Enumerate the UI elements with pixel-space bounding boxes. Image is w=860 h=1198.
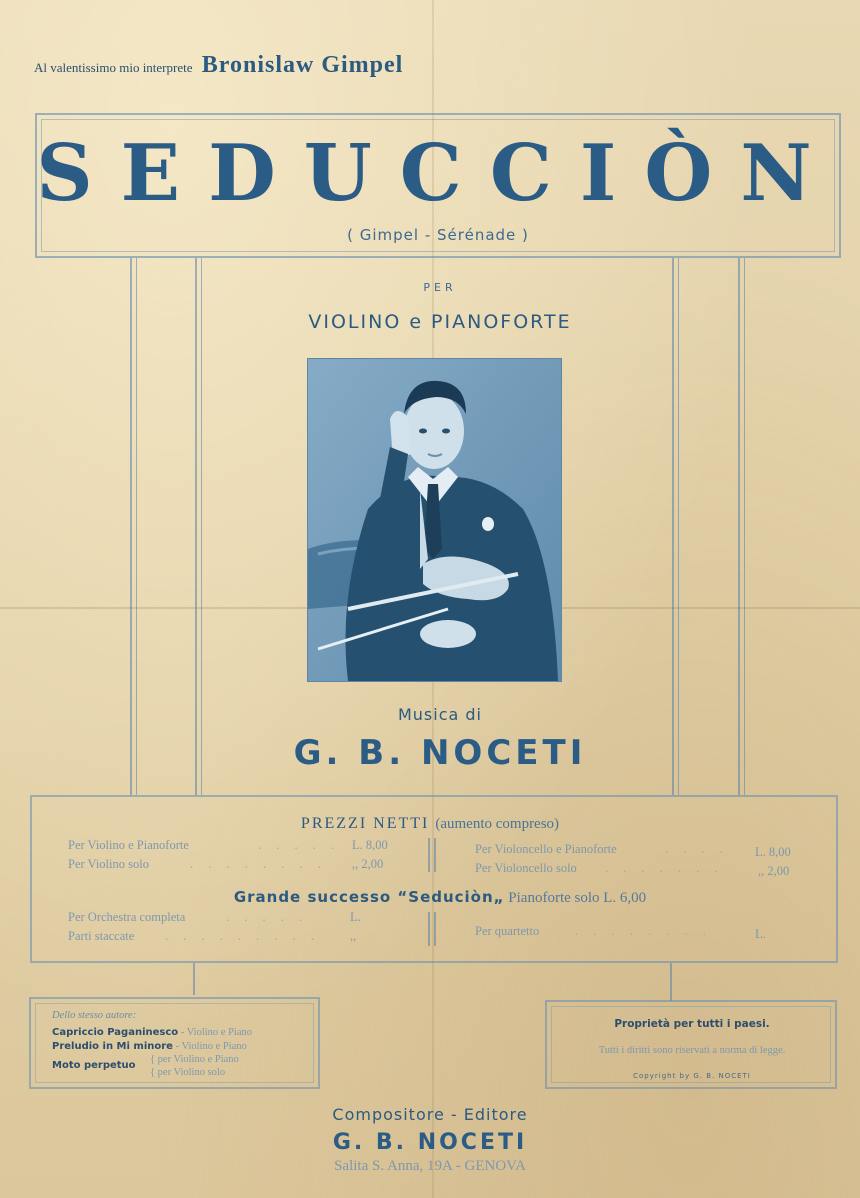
publisher-name: G. B. NOCETI: [332, 1130, 528, 1155]
price-label: Per Orchestra completa: [68, 910, 186, 924]
price-value: ,, 2,00: [758, 864, 790, 878]
composer-name: G. B. NOCETI: [293, 733, 587, 773]
leader-dots: . . . . .: [226, 910, 309, 924]
price-label: Per Violino e Pianoforte: [68, 838, 189, 852]
work-instrumentation: - Violino e Piano: [175, 1041, 247, 1052]
portrait-illustration: [308, 359, 561, 681]
price-value: ,, 2,00: [352, 857, 384, 871]
divider: [434, 912, 436, 946]
work-instrumentation: per Violino solo: [157, 1067, 226, 1078]
price-value: L.: [350, 910, 361, 924]
page-title: SEDUCCIÒN: [36, 128, 840, 219]
work-item: [150, 1054, 239, 1065]
divider: [428, 912, 430, 946]
work-item: [52, 1027, 252, 1038]
price-label: Per Violino solo: [68, 857, 149, 871]
price-label: Per quartetto: [475, 924, 540, 938]
prices-heading: [0, 815, 860, 833]
divider: [434, 838, 436, 872]
leader-dots: . . . . . . . .: [575, 924, 712, 938]
subtitle: ( Gimpel - Sérénade ): [347, 226, 529, 244]
leader-dots: . . . . .: [258, 838, 341, 852]
work-name: Moto perpetuo: [52, 1060, 136, 1071]
rule: [670, 963, 672, 1001]
work-instrumentation: per Violino e Piano: [157, 1054, 239, 1065]
works-title: Dello stesso autore:: [52, 1010, 137, 1021]
work-name: Capriccio Paganinesco: [52, 1027, 179, 1038]
work-instrumentation: - Violino e Piano: [180, 1027, 252, 1038]
success-price: Pianoforte solo L. 6,00: [508, 890, 647, 906]
work-item: [52, 1041, 247, 1052]
publisher-address: Salita S. Anna, 19A - GENOVA: [334, 1158, 526, 1174]
rule: [193, 963, 195, 995]
work-instrumentation: {: [150, 1054, 158, 1065]
success-label: Grande successo “Seduciòn„: [233, 888, 505, 906]
prices-heading-text: PREZZI NETTI: [300, 815, 430, 832]
music-by-label: Musica di: [397, 705, 482, 724]
price-value: ,,: [350, 929, 357, 943]
work-item: [52, 1060, 136, 1071]
copyright-line: Copyright by G. B. NOCETI: [633, 1072, 751, 1080]
leader-dots: . . . . . . .: [605, 861, 724, 875]
portrait-photo: [307, 358, 562, 682]
price-value: L.: [755, 927, 766, 941]
price-label: Per Violoncello solo: [475, 861, 577, 875]
leader-dots: . . . . . . . . .: [165, 929, 321, 943]
prices-heading-note: (aumento compreso): [435, 816, 560, 832]
work-name: Preludio in Mi minore: [52, 1041, 173, 1052]
leader-dots: . . . .: [665, 842, 729, 856]
price-value: L. 8,00: [352, 838, 388, 852]
dedication-prefix: Al valentissimo mio interprete: [34, 60, 193, 75]
success-line: [0, 888, 860, 907]
dedication: [34, 52, 403, 79]
divider: [428, 838, 430, 872]
work-item: [150, 1067, 225, 1078]
publisher-label: Compositore - Editore: [332, 1105, 528, 1124]
work-instrumentation: {: [150, 1067, 158, 1078]
instruments: VIOLINO e PIANOFORTE: [308, 311, 572, 333]
price-label: Parti staccate: [68, 929, 135, 943]
rights-text: Tutti i diritti sono riservati a norma di legge.: [598, 1045, 786, 1056]
leader-dots: . . . . . . . .: [190, 857, 327, 871]
dedication-name: Bronislaw Gimpel: [201, 52, 404, 78]
rights-title: Proprietà per tutti i paesi.: [614, 1018, 770, 1030]
price-value: L. 8,00: [755, 845, 791, 859]
price-label: Per Violoncello e Pianoforte: [475, 842, 617, 856]
per-label: PER: [423, 281, 457, 294]
